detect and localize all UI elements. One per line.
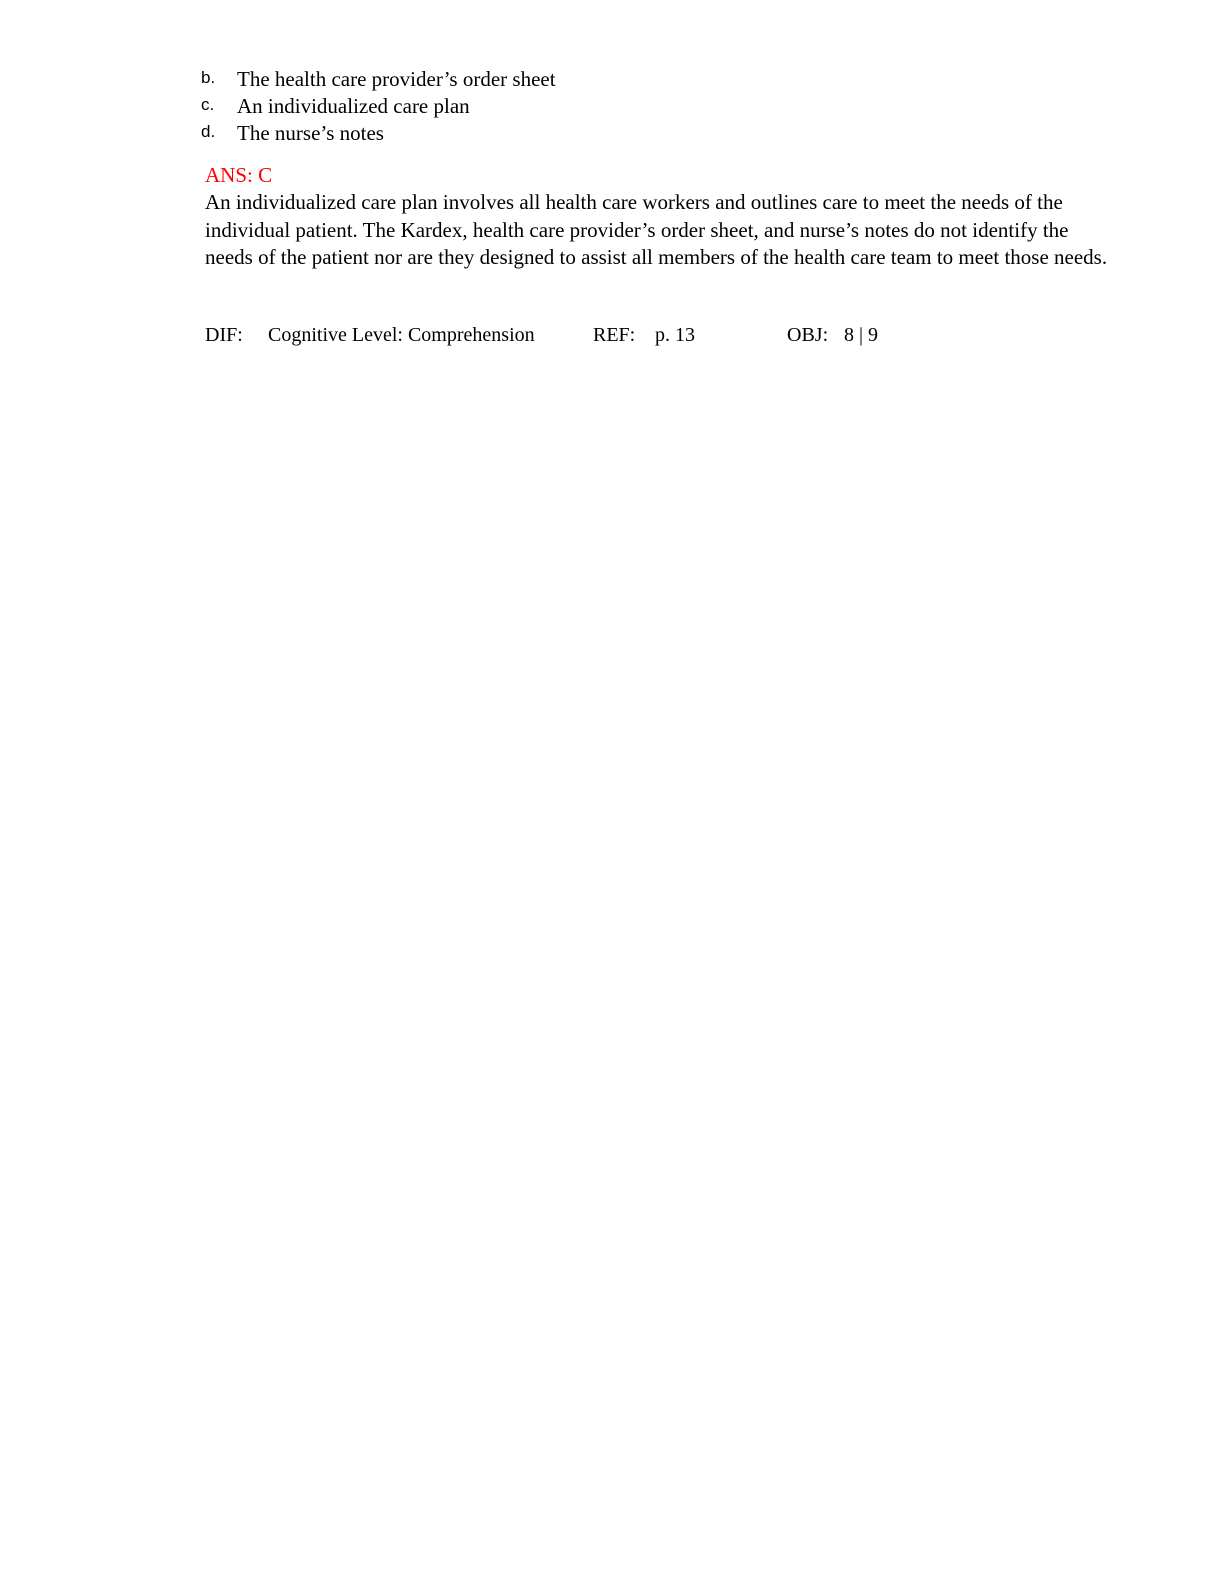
answer-section [205, 162, 1115, 272]
dif-label: DIF: [205, 324, 243, 346]
ref-value: p. 13 [655, 324, 695, 346]
question-metadata [205, 322, 1105, 349]
option-letter: d. [201, 122, 216, 141]
option-c [201, 93, 1101, 120]
answer-rationale: An individualized care plan involves all health care workers and outlines care to meet the needs of the individual patient. The Kardex, health care provider’s order sheet, and nurse’s notes do not identify the needs of the patient nor are they designed to assist all members of the health care team to meet those needs. [205, 190, 1108, 269]
option-text: The health care provider’s order sheet [237, 67, 556, 91]
ref-label: REF: [593, 324, 636, 346]
obj-label: OBJ: [787, 324, 829, 346]
answer-label: ANS: C [205, 163, 273, 187]
obj-value: 8 | 9 [844, 324, 879, 346]
option-d [201, 120, 1101, 147]
dif-value: Cognitive Level: Comprehension [268, 324, 535, 346]
option-text: An individualized care plan [237, 94, 470, 118]
option-text: The nurse’s notes [237, 121, 384, 145]
option-letter: c. [201, 95, 215, 114]
option-letter: b. [201, 68, 216, 87]
option-b [201, 66, 1101, 93]
answer-options-list [201, 66, 1101, 147]
